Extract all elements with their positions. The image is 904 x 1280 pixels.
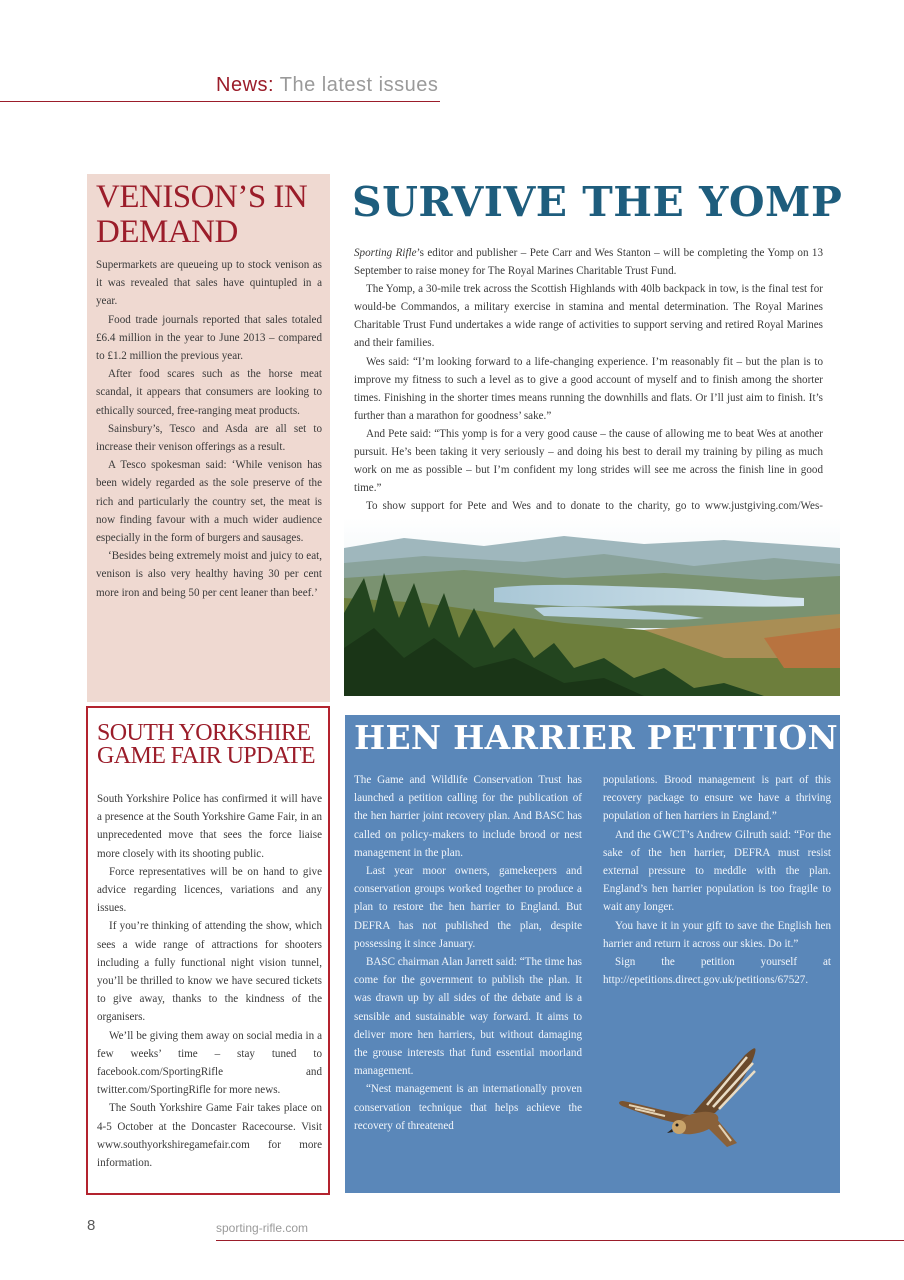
- survive-paragraph: Wes said: “I’m looking forward to a life-changing experience. I’m reasonably fit – but the plan is to improve my fitness to such a level as to give a good account of myself and to finish among the shorter times. Finishing in the shorter times means running the downhills and flats. Or I’ll just aim to finish. It’s further than a marathon for goodness’ sake.”: [354, 355, 823, 422]
- harrier-paragraph: “Nest management is an internationally proven conservation technique that helps achieve the recovery of threatened: [354, 1083, 582, 1132]
- harrier-paragraph: You have it in your gift to save the English hen harrier and return it across our skies. Do it.”: [603, 919, 831, 950]
- harrier-paragraph: The Game and Wildlife Conservation Trust has launched a petition calling for the publication of the hen harrier joint recovery plan. And BASC has called on policy-makers to include brood or nest management in the plan.: [354, 774, 582, 859]
- venison-paragraph: Supermarkets are queueing up to stock venison as it was revealed that sales have quintupled in a year.: [96, 259, 322, 308]
- yorkshire-article: [86, 706, 330, 1195]
- yorkshire-paragraph: The South Yorkshire Game Fair takes place on 4-5 October at the Doncaster Racecourse. Visit www.southyorkshiregamefair.com for more information.: [97, 1102, 322, 1170]
- magazine-name: Sporting Rifle: [354, 247, 417, 259]
- section-header: [216, 74, 438, 97]
- harrier-paragraph: Last year moor owners, gamekeepers and conservation groups worked together to produce a plan to restore the hen harrier to England. But DEFRA has not published the plan, despite possessing it since January.: [354, 865, 582, 950]
- yorkshire-paragraph: Force representatives will be on hand to give advice regarding licences, variations and any issues.: [97, 865, 322, 915]
- yorkshire-paragraph: South Yorkshire Police has confirmed it will have a presence at the South Yorkshire Game Fair, in an unprecedented move that sees the force liaise more closely with its shooting public.: [97, 793, 322, 860]
- harrier-paragraph: BASC chairman Alan Jarrett said: “The time has come for the government to publish the plan. It was drawn up by all sides of the debate and is a sensible and sustainable way forward. It aims to deliver more hen harriers, but without damaging the grouse interests that fund essential moorland management.: [354, 956, 582, 1078]
- harrier-paragraph: And the GWCT’s Andrew Gilruth said: “For the sake of the hen harrier, DEFRA must resist external pressure to meddle with the plan. England’s hen harrier population is too fragile to wait any longer.: [603, 828, 831, 914]
- harrier-article: [345, 715, 840, 1193]
- harrier-column-2: [603, 771, 831, 989]
- yorkshire-paragraph: If you’re thinking of attending the show, which sees a wide range of attractions for shooters including a fully functional night vision tunnel, you’ll be thrilled to know we have secured tickets to give away, thanks to the kindness of the organisers.: [97, 920, 322, 1024]
- hen-harrier-photo: [615, 1043, 785, 1178]
- venison-title: VENISON’S IN DEMAND: [96, 179, 308, 250]
- footer-rule: [216, 1240, 904, 1241]
- venison-paragraph: ‘Besides being extremely moist and juicy to eat, venison is also very healthy having 30 per cent more iron and being 50 per cent leaner than beef.’: [96, 550, 322, 599]
- venison-paragraph: Food trade journals reported that sales totaled £6.4 million in the year to June 2013 – compared to £1.2 million the previous year.: [96, 313, 322, 363]
- yorkshire-paragraph: We’ll be giving them away on social media in a few weeks’ time – stay tuned to facebook.com/SportingRifle and twitter.com/SportingRifle for more news.: [97, 1029, 322, 1097]
- harrier-title: HEN HARRIER PETITION: [354, 718, 838, 757]
- survive-title: SURVIVE THE YOMP: [352, 178, 843, 226]
- section-subtitle: The latest issues: [274, 74, 439, 96]
- venison-paragraph: A Tesco spokesman said: ‘While venison has been widely regarded as the sole preserve of the rich and particularly the country set, the meat is now finding favour with a much wider audience especially in the form of burgers and sausages.: [96, 459, 322, 545]
- harrier-column-1: [354, 771, 582, 1135]
- venison-paragraph: After food scares such as the horse meat scandal, it appears that consumers are looking to ethically sourced, free-ranging meat products.: [96, 368, 322, 417]
- survive-lead: Sporting Rifle’s editor and publisher – Pete Carr and Wes Stanton – will be completing the Yomp on 13 September to raise money for The Royal Marines Charitable Trust Fund.: [354, 247, 824, 278]
- survive-article: [354, 244, 823, 534]
- highlands-photo: [344, 518, 840, 696]
- survive-paragraph: To show support for Pete and Wes and to donate to the charity, go to www.justgiving.com/Wes-: [366, 500, 823, 513]
- yorkshire-title: SOUTH YORKSHIRE GAME FAIR UPDATE: [97, 720, 315, 769]
- venison-article: [87, 174, 330, 702]
- footer-url: sporting-rifle.com: [216, 1221, 309, 1235]
- page-number: 8: [87, 1217, 96, 1234]
- survive-paragraph: The Yomp, a 30-mile trek across the Scottish Highlands with 40lb backpack in tow, is the final test for would-be Commandos, a military exercise in stamina and mental determination. The Royal Marines Charitable Trust Fund undertakes a wide range of activities to support serving and retired Royal Marines and their families.: [354, 283, 823, 350]
- survive-paragraph: And Pete said: “This yomp is for a very good cause – the cause of allowing me to beat Wes at another pursuit. He’s been taking it very seriously – and doing his best to derail my training by piling as much work on me as possible – but I’m confident my long strides will see me across the finish line in good time.”: [354, 427, 823, 495]
- section-keyword: News:: [216, 74, 275, 96]
- harrier-paragraph: populations. Brood management is part of this recovery package to ensure we have a thriving population of hen harriers in England.”: [603, 774, 831, 823]
- venison-paragraph: Sainsbury’s, Tesco and Asda are all set to increase their venison offerings as a result.: [96, 422, 322, 454]
- harrier-paragraph: Sign the petition yourself at http://epetitions.direct.gov.uk/petitions/67527.: [603, 956, 831, 987]
- header-rule: [0, 101, 440, 102]
